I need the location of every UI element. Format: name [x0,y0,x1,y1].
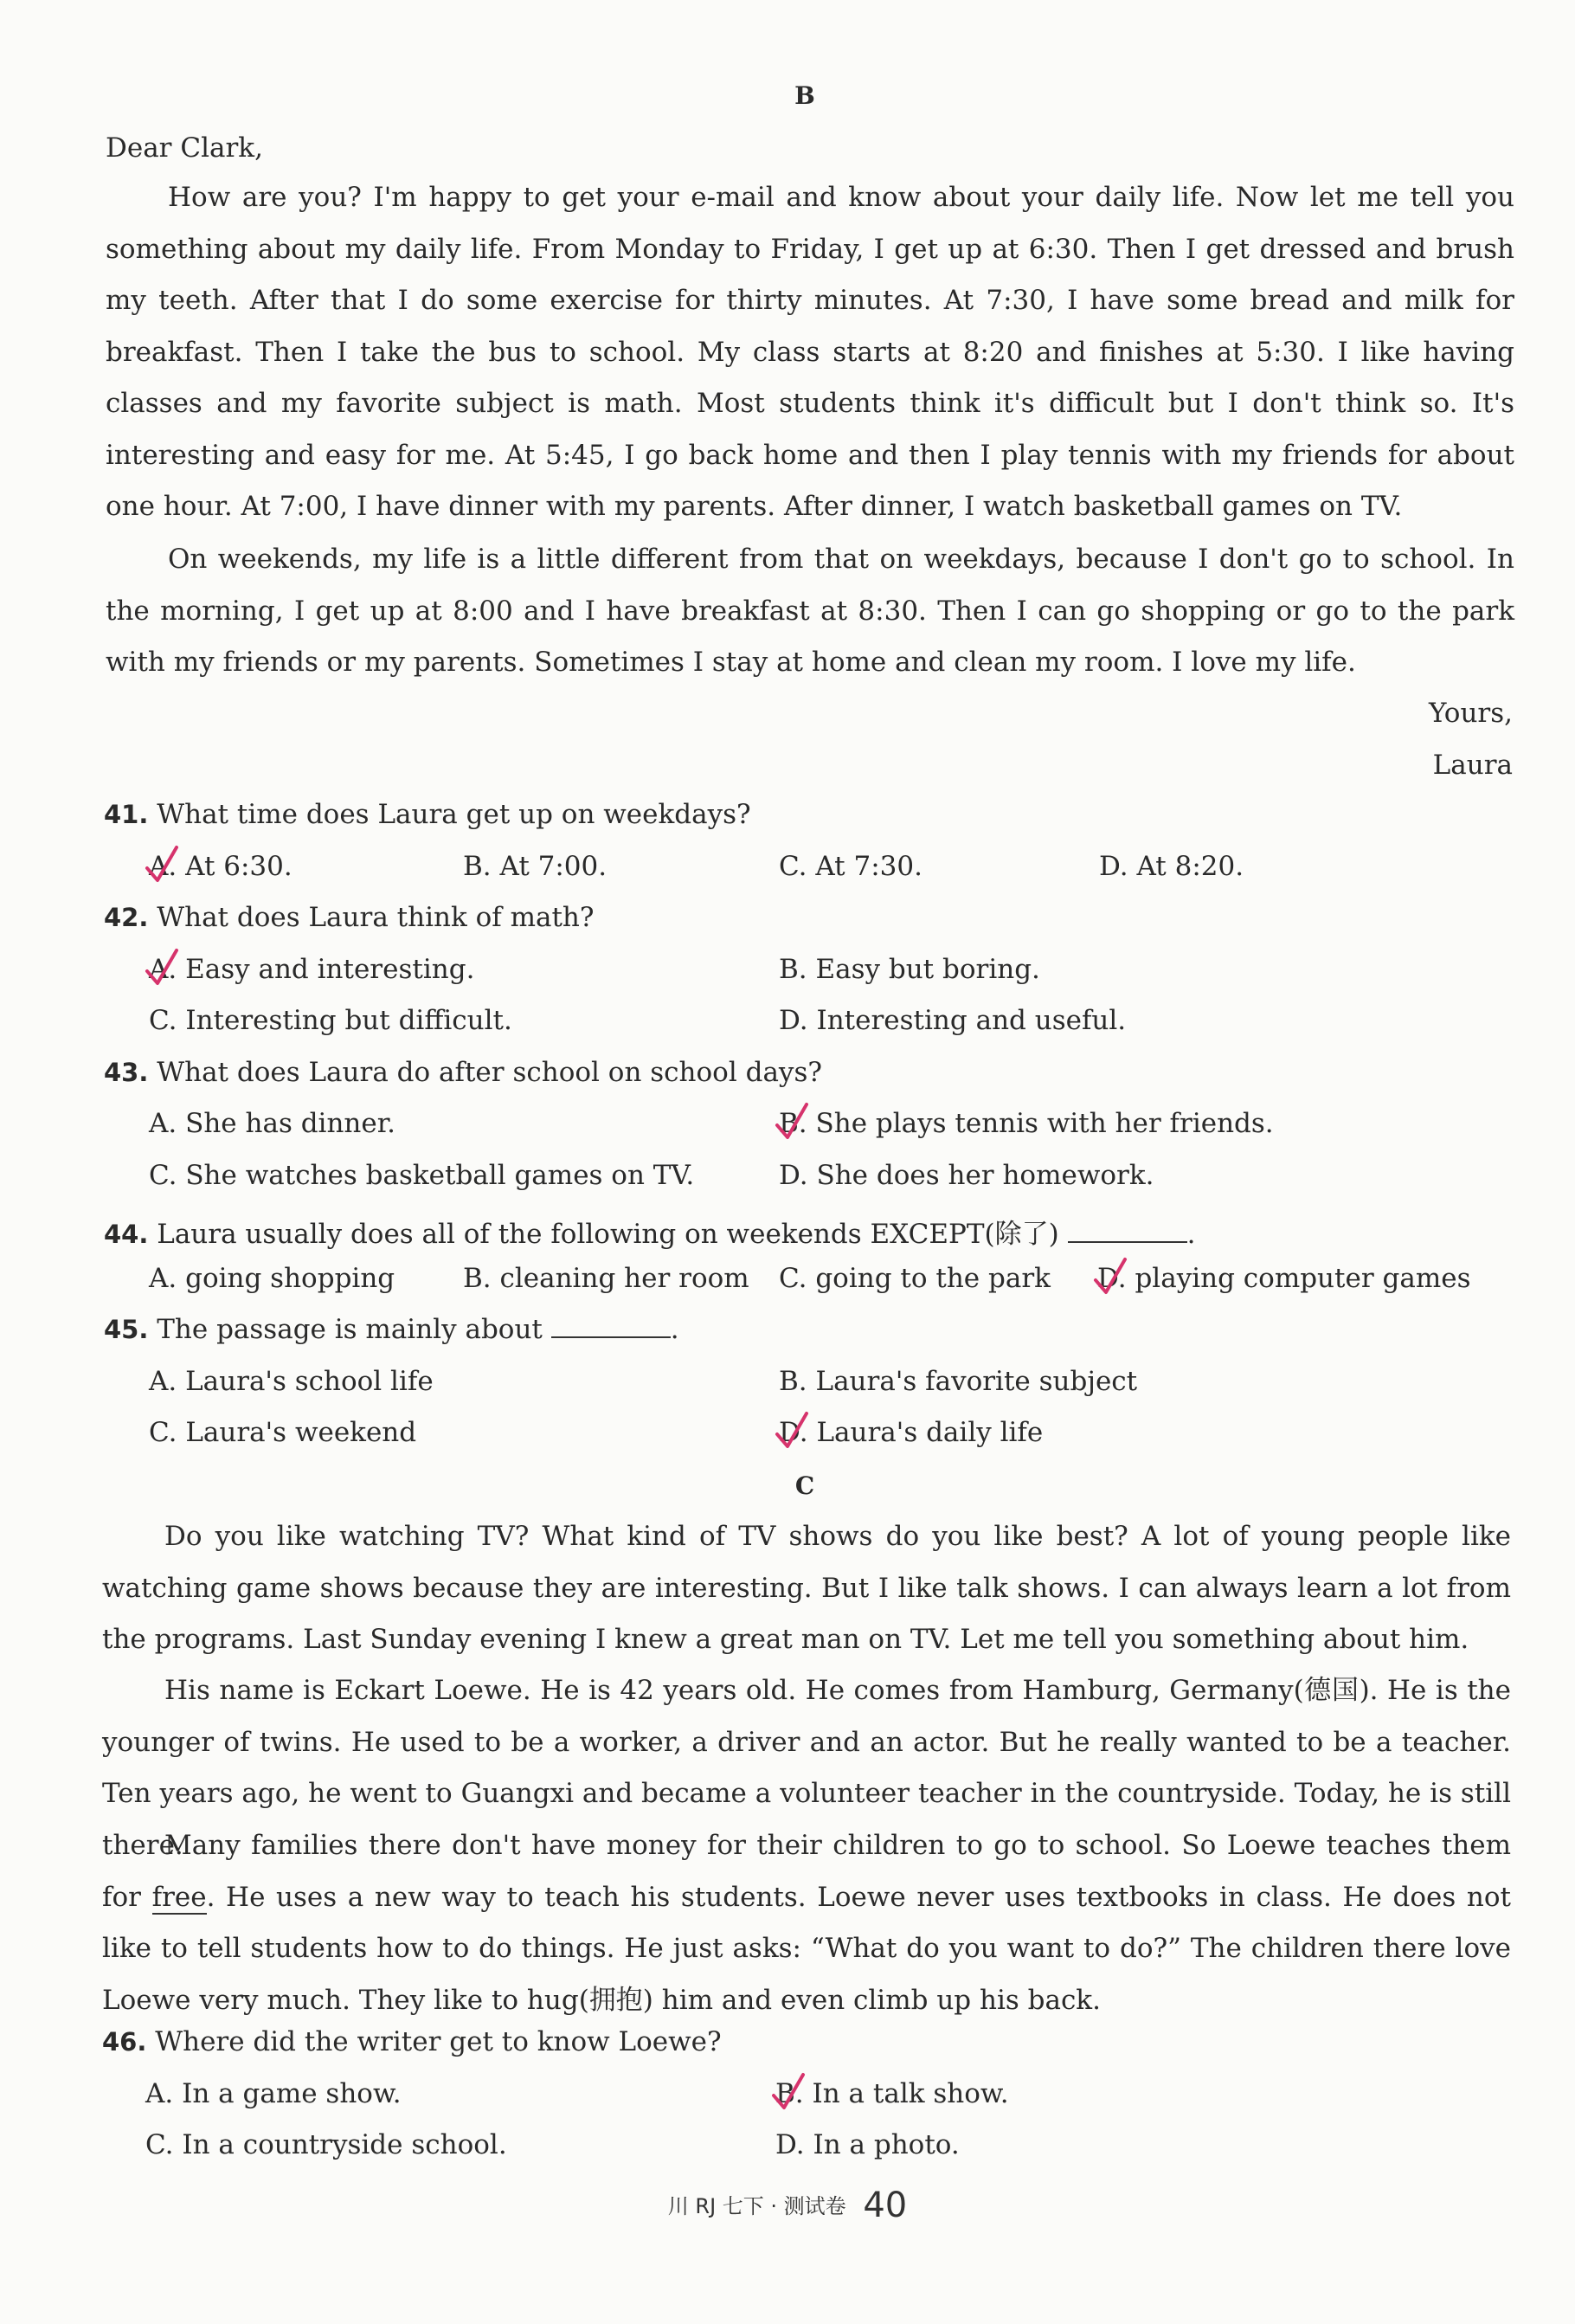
q44-option-a[interactable]: A. going shopping [149,1263,395,1294]
question-44: 44. Laura usually does all of the following on weekends EXCEPT(除了) . [104,1219,1196,1250]
q46-option-b[interactable]: B. In a talk show. [775,2078,1009,2109]
letter-paragraph-2: On weekends, my life is a little different from that on weekdays, because I don't go to school. In the morning, I get up at 8:00 and I have breakfast at 8:30. Then I can go shopping or go to the park with my friends or my parents. Sometimes I stay at home and clean my room. I love my life. [106,544,1514,678]
question-text: Where did the writer get to know Loewe? [155,2026,722,2057]
question-46 [102,2026,722,2057]
letter-paragraph-1: How are you? I'm happy to get your e-mail and know about your daily life. Now let me tell you something about my daily life. From Monday to Friday, I get up at 6:30. Then I get dressed and brush my teeth. After that I do some exercise for thirty minutes. At 7:30, I have some bread and milk for breakfast. Then I take the bus to school. My class starts at 8:20 and finishes at 5:30. I like having classes and my favorite subject is math. Most students think it's difficult but I don't think so. It's interesting and easy for me. At 5:45, I go back home and then I play tennis with my friends for about one hour. At 7:00, I have dinner with my parents. After dinner, I watch basketball games on TV. [106,182,1514,522]
question-text: What time does Laura get up on weekdays? [157,799,751,830]
q43-option-b[interactable]: B. She plays tennis with her friends. [779,1108,1274,1139]
section-c-heading: C [794,1471,815,1500]
q41-option-c[interactable]: C. At 7:30. [779,851,922,882]
q46-option-d[interactable]: D. In a photo. [775,2129,960,2160]
passage-c-paragraph-3: Many families there don't have money for their children to go to school. So Loewe teaches them for free. He uses a new way to teach his students. Loewe never uses textbooks in class. He does not like to tell students how to do things. He just asks: “What do you want to do?” The children there love Loewe very much. They like to hug(拥抱) him and even climb up his back. [102,1830,1511,2016]
q43-option-a[interactable]: A. She has dinner. [149,1108,396,1139]
question-number: 42. [104,903,149,932]
page-footer [0,2186,1575,2225]
section-b-heading: B [794,81,815,110]
question-number: 43. [104,1058,149,1087]
underlined-word: free [151,1881,207,1913]
q45-option-d[interactable]: D. Laura's daily life [779,1417,1043,1448]
letter-salutation: Dear Clark, [106,132,263,164]
q45-option-a[interactable]: A. Laura's school life [149,1366,434,1397]
q42-option-b[interactable]: B. Easy but boring. [779,954,1040,985]
q44-option-d[interactable]: D. playing computer games [1097,1263,1470,1294]
question-text: The passage is mainly about [157,1314,543,1345]
question-text: Laura usually does all of the following on weekends EXCEPT(除了) [157,1219,1059,1250]
passage-c-paragraph-2: His name is Eckart Loewe. He is 42 years old. He comes from Hamburg, Germany(德国). He is the younger of twins. He used to be a worker, a driver and an actor. But he really wanted to be a teacher. Ten years ago, he went to Guangxi and became a volunteer teacher in the countryside. Today, he is still there. [102,1675,1511,1861]
footer-label: 川 RJ 七下 · 测试卷 [667,2194,846,2218]
question-number: 45. [104,1315,149,1344]
q44-option-c[interactable]: C. going to the park [779,1263,1051,1294]
q45-option-b[interactable]: B. Laura's favorite subject [779,1366,1138,1397]
letter-closing: Yours, [1429,698,1513,729]
answer-blank [551,1314,671,1338]
q43-option-c[interactable]: C. She watches basketball games on TV. [149,1160,695,1191]
q46-option-a[interactable]: A. In a game show. [145,2078,402,2109]
letter-signature: Laura [1432,750,1513,781]
question-number: 46. [102,2027,147,2057]
page-number: 40 [863,2186,908,2225]
q42-option-d[interactable]: D. Interesting and useful. [779,1005,1127,1036]
question-text: What does Laura think of math? [157,902,595,933]
q42-option-a[interactable]: A. Easy and interesting. [149,954,474,985]
q46-option-c[interactable]: C. In a countryside school. [145,2129,507,2160]
question-number: 41. [104,800,149,829]
question-45: 45. The passage is mainly about . [104,1314,679,1345]
q43-option-d[interactable]: D. She does her homework. [779,1160,1154,1191]
question-41 [104,799,751,830]
q42-option-c[interactable]: C. Interesting but difficult. [149,1005,512,1036]
q41-option-d[interactable]: D. At 8:20. [1099,851,1244,882]
question-43 [104,1057,822,1088]
question-number: 44. [104,1220,149,1249]
passage-c-paragraph-1: Do you like watching TV? What kind of TV shows do you like best? A lot of young people like watching game shows because they are interesting. But I like talk shows. I can always learn a lot from the programs. Last Sunday evening I knew a great man on TV. Let me tell you something about him. [102,1521,1511,1655]
q41-option-a[interactable]: A. At 6:30. [149,851,292,882]
question-text: What does Laura do after school on school days? [157,1057,822,1088]
q44-option-b[interactable]: B. cleaning her room [463,1263,749,1294]
q41-option-b[interactable]: B. At 7:00. [463,851,608,882]
q45-option-c[interactable]: C. Laura's weekend [149,1417,417,1448]
answer-blank [1068,1219,1187,1243]
question-42 [104,902,595,933]
